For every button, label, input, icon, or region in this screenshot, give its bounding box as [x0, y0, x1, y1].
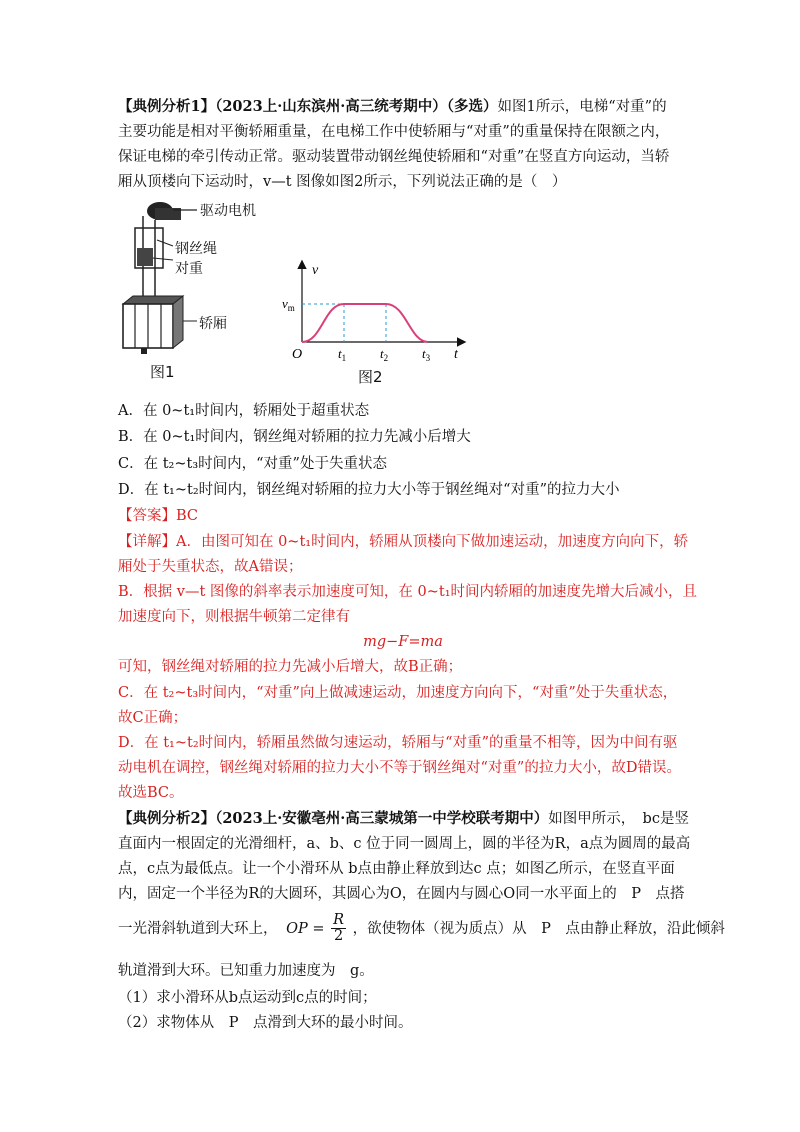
q2-head: 【典例分析2】	[118, 810, 216, 827]
option-c: C．在 t₂~t₃时间内，“对重”处于失重状态	[118, 456, 387, 472]
analysis-line-11: 故选BC。	[118, 785, 184, 801]
q1-stem-line-2: 主要功能是相对平衡轿厢重量，在电梯工作中使轿厢与“对重”的重量保持在限额之内，	[118, 124, 670, 140]
q2-source: （2023上·安徽亳州·高三蒙城第一中学校联考期中）	[215, 810, 549, 827]
q1-head: 【典例分析1】	[118, 98, 216, 115]
q2-op-fraction	[331, 913, 346, 944]
q1-stem-line-1	[118, 97, 688, 117]
vm-label: $v_m$	[282, 296, 295, 313]
analysis-line-10: 动电机在调控，钢丝绳对轿厢的拉力大小不等于钢丝绳对“对重”的拉力大小，故D错误。	[118, 760, 681, 776]
figure-1-elevator	[115, 196, 265, 384]
analysis-line-7: C．在 t₂~t₃时间内，“对重”向上做减速运动，加速度方向向下，“对重”处于失重状态，	[118, 685, 678, 701]
analysis-line-1: 【详解】A．由图可知在 0~t₁时间内，轿厢从顶楼向下做加速运动，加速度方向向下，轿	[118, 534, 689, 550]
v-axis-label: v	[312, 263, 319, 278]
label-drive-motor: 驱动电机	[200, 203, 256, 219]
t1-label: $t_1$	[338, 346, 347, 363]
q2-op-denominator: 2	[333, 928, 344, 944]
t2-label: $t_2$	[380, 346, 389, 363]
analysis-line-6: 可知，钢丝绳对轿厢的拉力先减小后增大，故B正确；	[118, 659, 463, 675]
option-b: B．在 0~t₁时间内，钢丝绳对轿厢的拉力先减小后增大	[118, 429, 471, 445]
counterweight	[137, 248, 153, 266]
analysis-line-9: D．在 t₁~t₂时间内，轿厢虽然做匀速运动，轿厢与“对重”的重量不相等，因为中间有驱	[118, 735, 678, 751]
q2-stem-line-5	[118, 912, 725, 949]
q2-subquestion-2: （2）求物体从 P 点滑到大环的最小时间。	[118, 1015, 413, 1031]
analysis-line-4: 加速度向下，则根据牛顿第二定律有	[118, 609, 350, 625]
figure-2-vt-graph	[282, 254, 472, 374]
analysis-line-3: B．根据 v—t 图像的斜率表示加速度可知，在 0~t₁时间内轿厢的加速度先增大后减小，且	[118, 584, 698, 600]
vt-curve	[302, 304, 428, 342]
q2-stem-line-2: 直面内一根固定的光滑细杆，a、b、c 位于同一圆周上，圆的半径为R，a点为圆周的最高	[118, 836, 691, 852]
t3-label: $t_3$	[422, 346, 431, 363]
label-car: 轿厢	[199, 316, 227, 332]
q2-stem-part: 如图甲所示， bc是竖	[548, 811, 689, 827]
car-side	[173, 296, 183, 348]
q1-stem-line-4: 厢从顶楼向下运动时，v—t 图像如图2所示，下列说法正确的是（ ）	[118, 174, 567, 190]
q2-subquestion-1: （1）求小滑环从b点运动到c点的时间；	[118, 990, 377, 1006]
q2-stem-line-4: 内，固定一个半径为R的大圆环，其圆心为O，在圆内与圆心O同一水平面上的 P 点搭	[118, 886, 685, 902]
rope-label-leader	[157, 240, 173, 246]
label-steel-rope: 钢丝绳	[175, 241, 217, 257]
q2-stem-line-3: 点，c点为最低点。让一个小滑环从 b点由静止释放到达c 点；如图乙所示，在竖直平面	[118, 861, 675, 877]
t-axis-label: t	[454, 347, 458, 362]
q2-op-numerator: R	[333, 912, 345, 928]
q1-stem-part: 如图1所示，电梯“对重”的	[497, 99, 667, 115]
label-counterweight: 对重	[175, 261, 203, 277]
q2-stem-line-6: 轨道滑到大环。已知重力加速度为 g。	[118, 963, 374, 979]
analysis-equation: mg−F=ma	[363, 634, 443, 650]
q2-stem-line-1	[118, 809, 688, 829]
q2-op-lhs: OP =	[286, 920, 325, 937]
analysis-line-2: 厢处于失重状态，故A错误；	[118, 559, 303, 575]
q1-stem-line-3: 保证电梯的牵引传动正常。驱动装置带动钢丝绳使轿厢和“对重”在竖直方向运动，当轿	[118, 149, 670, 165]
figure-2-caption: 图2	[358, 368, 383, 386]
answer: 【答案】BC	[118, 508, 199, 524]
q1-source: （2023上·山东滨州·高三统考期中）（多选）	[215, 98, 498, 115]
analysis-line-8: 故C正确；	[118, 710, 188, 726]
option-d: D．在 t₁~t₂时间内，钢丝绳对轿厢的拉力大小等于钢丝绳对“对重”的拉力大小	[118, 482, 620, 498]
car-base	[141, 348, 147, 354]
q2-op-pre: 一光滑斜轨道到大环上，	[118, 920, 278, 937]
figure-1-caption: 图1	[150, 363, 175, 381]
q2-op-post: ，欲使物体（视为质点）从 P 点由静止释放，沿此倾斜	[352, 920, 725, 937]
option-a: A．在 0~t₁时间内，轿厢处于超重状态	[118, 403, 370, 419]
origin-label: O	[292, 347, 303, 362]
